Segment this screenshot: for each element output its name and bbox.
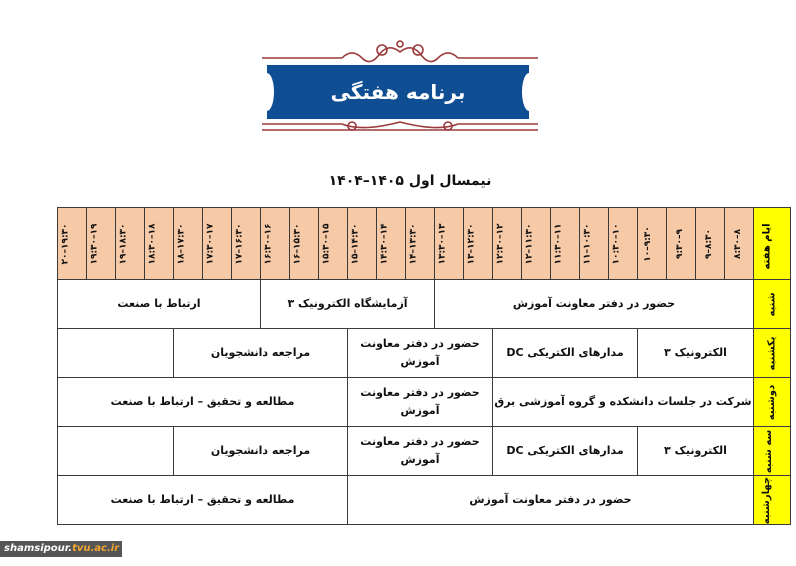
time-slot-header: ۱۹:۳۰–۲۰ (58, 208, 87, 280)
time-header-row (58, 208, 791, 280)
time-slot-header: ۱۴:۳۰–۱۵ (348, 208, 377, 280)
schedule-row (58, 427, 791, 476)
schedule-activity-cell (58, 427, 174, 476)
site-watermark: shamsipour.tvu.ac.ir (0, 541, 122, 557)
schedule-row (58, 476, 791, 525)
schedule-activity-cell: مراجعه دانشجویان (174, 427, 348, 476)
time-slot-header: ۱۷–۱۷:۳۰ (203, 208, 232, 280)
time-slot-header: ۸:۳۰–۹ (696, 208, 725, 280)
time-slot-header: ۱۹–۱۹:۳۰ (87, 208, 116, 280)
time-slot-header: ۱۵–۱۵:۳۰ (319, 208, 348, 280)
schedule-activity-cell: مدارهای الکتریکی DC (493, 329, 638, 378)
schedule-activity-cell (58, 329, 174, 378)
page-title: برنامه هفتگی (330, 80, 466, 104)
schedule-row (58, 329, 791, 378)
weekday-label: شنبه (754, 280, 791, 329)
schedule-row (58, 280, 791, 329)
weekday-label: چهارشنبه (754, 476, 791, 525)
schedule-activity-cell: مطالعه و تحقیق – ارتباط با صنعت (58, 378, 348, 427)
time-slot-header: ۱۱–۱۱:۳۰ (551, 208, 580, 280)
schedule-activity-cell: الکترونیک ۳ (638, 427, 754, 476)
time-slot-header: ۱۳–۱۳:۳۰ (435, 208, 464, 280)
schedule-activity-cell: حضور در دفتر معاونت آموزش (348, 329, 493, 378)
time-slot-header: ۱۲:۳۰–۱۳ (464, 208, 493, 280)
time-slot-header: ۱۴–۱۴:۳۰ (377, 208, 406, 280)
weekday-label: یکشنبه (754, 329, 791, 378)
time-slot-header: ۱۰–۱۰:۳۰ (609, 208, 638, 280)
schedule-activity-cell: حضور در دفتر معاونت آموزش (348, 427, 493, 476)
time-slot-header: ۱۸–۱۸:۳۰ (145, 208, 174, 280)
time-slot-header: ۱۲–۱۲:۳۰ (493, 208, 522, 280)
weekday-column-header: ایام هفته (754, 208, 791, 280)
page-title-banner (267, 65, 529, 119)
time-slot-header: ۱۶–۱۶:۳۰ (261, 208, 290, 280)
time-slot-header: ۱۶:۳۰–۱۷ (232, 208, 261, 280)
time-slot-header: ۹–۹:۳۰ (667, 208, 696, 280)
time-slot-header: ۱۰:۳۰–۱۱ (580, 208, 609, 280)
time-slot-header: ۸–۸:۳۰ (725, 208, 754, 280)
time-slot-header: ۱۷:۳۰–۱۸ (174, 208, 203, 280)
weekday-label: سه شنبه (754, 427, 791, 476)
time-slot-header: ۹:۳۰–۱۰ (638, 208, 667, 280)
schedule-activity-cell: حضور در دفتر معاونت آموزش (348, 378, 493, 427)
time-slot-header: ۱۵:۳۰–۱۶ (290, 208, 319, 280)
schedule-activity-cell: الکترونیک ۳ (638, 329, 754, 378)
time-slot-header: ۱۸:۳۰–۱۹ (116, 208, 145, 280)
schedule-activity-cell: حضور در دفتر معاونت آموزش (435, 280, 754, 329)
time-slot-header: ۱۳:۳۰–۱۴ (406, 208, 435, 280)
schedule-activity-cell: مطالعه و تحقیق – ارتباط با صنعت (58, 476, 348, 525)
weekly-schedule-table (57, 207, 791, 525)
semester-label: نیمسال اول ۱۴۰۵–۱۴۰۴ (328, 173, 492, 189)
schedule-activity-cell: ارتباط با صنعت (58, 280, 261, 329)
schedule-activity-cell: مدارهای الکتریکی DC (493, 427, 638, 476)
schedule-activity-cell: مراجعه دانشجویان (174, 329, 348, 378)
schedule-activity-cell: آزمایشگاه الکترونیک ۳ (261, 280, 435, 329)
schedule-row (58, 378, 791, 427)
time-slot-header: ۱۱:۳۰–۱۲ (522, 208, 551, 280)
schedule-activity-cell: شرکت در جلسات دانشکده و گروه آموزشی برق (493, 378, 754, 427)
schedule-activity-cell: حضور در دفتر معاونت آموزش (348, 476, 754, 525)
schedule-body (58, 280, 791, 525)
weekday-label: دوشنبه (754, 378, 791, 427)
